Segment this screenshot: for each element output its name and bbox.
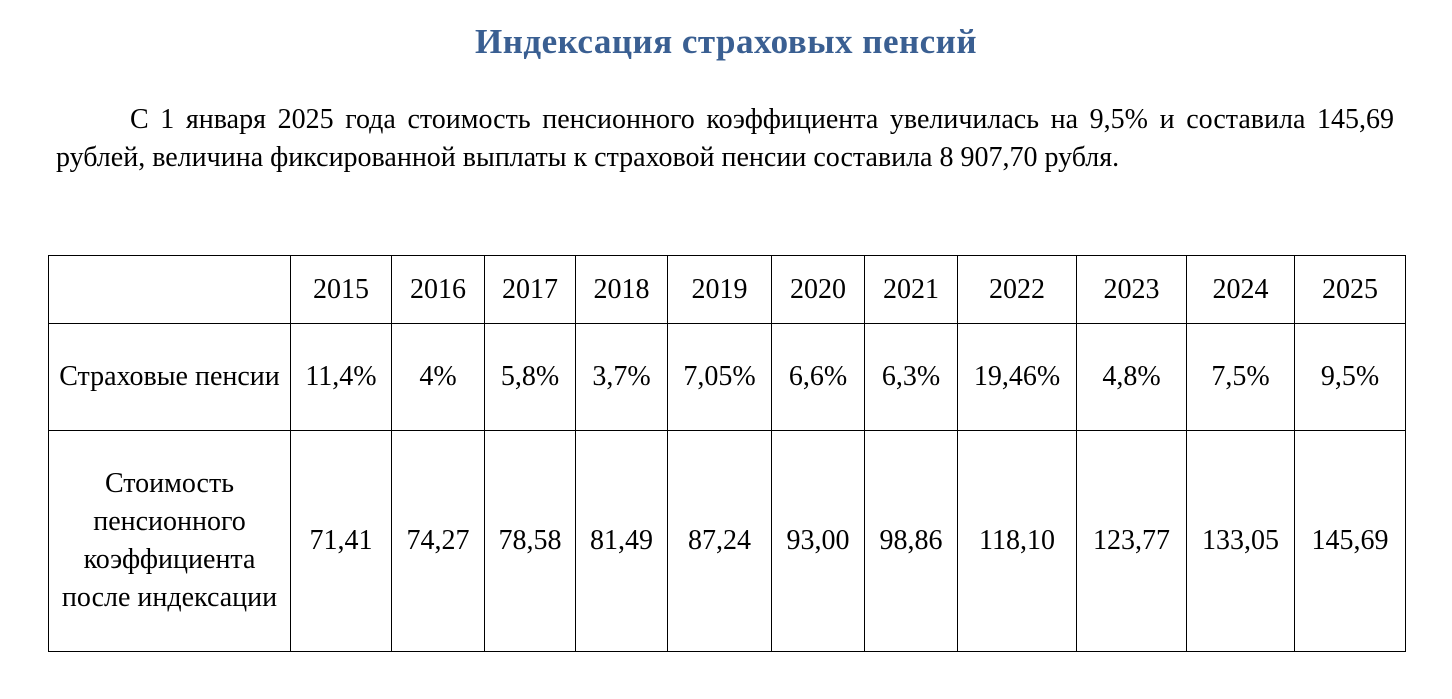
table-cell: 133,05: [1187, 431, 1295, 652]
year-header: 2018: [576, 256, 668, 324]
table-cell: 7,5%: [1187, 324, 1295, 431]
table-cell: 6,6%: [772, 324, 865, 431]
year-header: 2021: [865, 256, 958, 324]
year-header: 2015: [291, 256, 392, 324]
year-header: 2019: [668, 256, 772, 324]
table-cell: 5,8%: [485, 324, 576, 431]
year-header: 2016: [392, 256, 485, 324]
row-label: Стоимость пенсионного коэффициента после индексации: [49, 431, 291, 652]
page-title: Индексация страховых пенсий: [474, 22, 978, 61]
table-cell: 78,58: [485, 431, 576, 652]
table-corner-cell: [49, 256, 291, 324]
table-cell: 81,49: [576, 431, 668, 652]
year-header: 2024: [1187, 256, 1295, 324]
table-cell: 11,4%: [291, 324, 392, 431]
year-header: 2017: [485, 256, 576, 324]
table-header-row: [49, 256, 1406, 324]
table-row: [49, 431, 1406, 652]
table-cell: 118,10: [958, 431, 1077, 652]
row-label: Страховые пенсии: [49, 324, 291, 431]
year-header: 2020: [772, 256, 865, 324]
table-cell: 123,77: [1077, 431, 1187, 652]
indexation-table: [48, 255, 1406, 652]
year-header: 2025: [1295, 256, 1406, 324]
table-cell: 71,41: [291, 431, 392, 652]
table-cell: 19,46%: [958, 324, 1077, 431]
table-cell: 98,86: [865, 431, 958, 652]
table-cell: 93,00: [772, 431, 865, 652]
table-cell: 74,27: [392, 431, 485, 652]
year-header: 2022: [958, 256, 1077, 324]
table-cell: 145,69: [1295, 431, 1406, 652]
table-cell: 9,5%: [1295, 324, 1406, 431]
table-cell: 3,7%: [576, 324, 668, 431]
table-cell: 7,05%: [668, 324, 772, 431]
table-cell: 6,3%: [865, 324, 958, 431]
table-cell: 4,8%: [1077, 324, 1187, 431]
intro-paragraph: С 1 января 2025 года стоимость пенсионного коэффициента увеличилась на 9,5% и составила 145,69 рублей, величина фиксированной выплаты к страховой пенсии составила 8 907,70 рубля.: [56, 104, 1394, 173]
table-cell: 87,24: [668, 431, 772, 652]
table-cell: 4%: [392, 324, 485, 431]
table-row: [49, 324, 1406, 431]
year-header: 2023: [1077, 256, 1187, 324]
